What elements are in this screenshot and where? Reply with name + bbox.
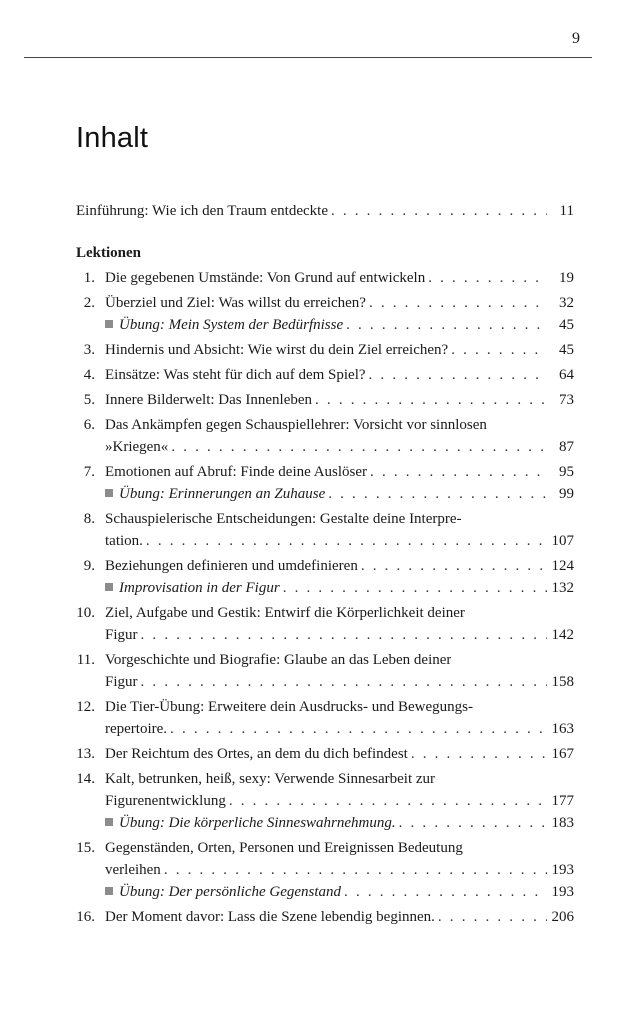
square-bullet-icon: [105, 583, 113, 591]
dot-leader: [369, 292, 547, 314]
toc-entry-line: [76, 292, 574, 314]
toc-entry[interactable]: [76, 602, 574, 646]
toc-entry-number: 13.: [76, 746, 95, 762]
toc-subentry-title-wrap: [105, 483, 325, 505]
dot-leader: [229, 790, 547, 812]
toc-entry-line: [76, 671, 574, 693]
toc-entry-title: Kalt, betrunken, heiß, sexy: Verwende Sinnesarbeit zur: [105, 771, 436, 787]
square-bullet-icon: [105, 887, 113, 895]
toc-subentry-title: Improvisation in der Figur: [119, 580, 280, 596]
toc-entry-line: [76, 790, 574, 812]
toc-subentry-title: Übung: Erinnerungen an Zuhause: [119, 486, 326, 502]
toc-entry-number: 3.: [83, 342, 95, 358]
toc-entry[interactable]: [76, 555, 574, 599]
toc-entry-title: Die Tier-Übung: Erweitere dein Ausdrucks- und Bewegungs-: [105, 699, 473, 715]
toc-entry-number: 8.: [83, 511, 95, 527]
toc-entry-line: [76, 649, 574, 671]
toc-entry[interactable]: [76, 414, 574, 458]
toc-subentry-page: 193: [551, 884, 574, 900]
toc-intro-text: Einführung: Wie ich den Traum entdeckte: [76, 203, 328, 219]
dot-leader: [283, 577, 547, 599]
toc-subentry-title-wrap: [105, 812, 396, 834]
toc-entry-title: repertoire.: [105, 721, 168, 737]
toc-entry-title: Beziehungen definieren und umdefinieren: [105, 558, 358, 574]
toc-entry-page: 167: [551, 746, 574, 762]
toc-entry-number: 7.: [83, 464, 95, 480]
toc-subentry-title: Übung: Der persönliche Gegenstand: [119, 884, 342, 900]
toc-entry-title: verleihen: [105, 862, 161, 878]
toc-entry[interactable]: [76, 267, 574, 289]
page-title: Inhalt: [76, 122, 149, 154]
toc-entry-number: 16.: [76, 909, 95, 925]
toc-entry[interactable]: [76, 389, 574, 411]
dot-leader: [328, 483, 547, 505]
toc-subentry-page: 99: [559, 486, 574, 502]
toc-entry-number: 4.: [83, 367, 95, 383]
toc-entry-page: 87: [559, 439, 574, 455]
toc-intro-page: 11: [559, 203, 574, 219]
toc-entry-title: Der Moment davor: Lass die Szene lebendig beginnen.: [105, 909, 435, 925]
toc-entry-title: tation.: [105, 533, 143, 549]
toc-subentry-title-wrap: [105, 577, 280, 599]
toc-entry-page: 73: [559, 392, 574, 408]
dot-leader: [428, 267, 547, 289]
toc-subentry[interactable]: [76, 881, 574, 903]
toc-entry-line: [76, 624, 574, 646]
toc-entry[interactable]: [76, 461, 574, 505]
toc-entry[interactable]: [76, 743, 574, 765]
toc-subentry-title-wrap: [105, 314, 343, 336]
dot-leader: [369, 364, 547, 386]
toc-subentry-title: Übung: Mein System der Bedürfnisse: [119, 317, 344, 333]
toc-subentry[interactable]: [76, 483, 574, 505]
dot-leader: [171, 436, 547, 458]
toc-entry-number: 2.: [83, 295, 95, 311]
toc-entry-number: 1.: [83, 270, 95, 286]
toc-entry-line: [76, 364, 574, 386]
toc-entry-title: Schauspielerische Entscheidungen: Gestalte deine Interpre-: [105, 511, 462, 527]
table-of-contents: [76, 200, 574, 928]
toc-entry-line: [76, 602, 574, 624]
dot-leader: [315, 389, 547, 411]
header-rule: [24, 57, 592, 58]
toc-entry[interactable]: [76, 696, 574, 740]
toc-entry-line: [76, 768, 574, 790]
toc-entry-title: Figur: [105, 674, 138, 690]
toc-entry-title: Innere Bilderwelt: Das Innenleben: [105, 392, 313, 408]
dot-leader: [141, 624, 547, 646]
toc-entry-number: 14.: [76, 771, 95, 787]
toc-subentry[interactable]: [76, 812, 574, 834]
toc-entry-page: 206: [551, 909, 574, 925]
toc-entry-line: [76, 837, 574, 859]
toc-subentry-page: 183: [551, 815, 574, 831]
dot-leader: [344, 881, 546, 903]
toc-entry-number: 11.: [76, 652, 95, 668]
toc-entry-title: Die gegebenen Umstände: Von Grund auf entwickeln: [105, 270, 426, 286]
toc-entries: [76, 267, 574, 928]
toc-subentry[interactable]: [76, 577, 574, 599]
toc-entry-line: [76, 436, 574, 458]
toc-entry[interactable]: [76, 768, 574, 834]
toc-entry-number: 12.: [76, 699, 95, 715]
dot-leader: [361, 555, 547, 577]
toc-subentry-title-wrap: [105, 881, 341, 903]
toc-entry-line: [76, 508, 574, 530]
toc-entry-number: 6.: [83, 417, 95, 433]
toc-entry-page: 64: [559, 367, 574, 383]
toc-entry-title: Gegenständen, Orten, Personen und Ereignissen Bedeutung: [105, 840, 463, 856]
dot-leader: [346, 314, 547, 336]
toc-entry-title: Das Ankämpfen gegen Schauspiellehrer: Vorsicht vor sinnlosen: [105, 417, 487, 433]
toc-entry-title: Figur: [105, 627, 138, 643]
square-bullet-icon: [105, 320, 113, 328]
toc-entry[interactable]: [76, 837, 574, 903]
toc-entry[interactable]: [76, 364, 574, 386]
toc-entry-line: [76, 461, 574, 483]
toc-entry-line: [76, 718, 574, 740]
section-heading: Lektionen: [76, 245, 142, 261]
toc-entry-line: [76, 859, 574, 881]
toc-entry-title: Figurenentwicklung: [105, 793, 226, 809]
square-bullet-icon: [105, 489, 113, 497]
toc-entry-line: [76, 267, 574, 289]
toc-entry[interactable]: [76, 906, 574, 928]
toc-entry-line: [76, 389, 574, 411]
toc-entry-line: [76, 530, 574, 552]
toc-entry[interactable]: [76, 508, 574, 552]
square-bullet-icon: [105, 818, 113, 826]
toc-entry-page: 163: [551, 721, 574, 737]
toc-entry-number: 15.: [76, 840, 95, 856]
dot-leader: [451, 339, 547, 361]
dot-leader: [164, 859, 547, 881]
toc-entry-page: 45: [559, 342, 574, 358]
toc-entry-title: Ziel, Aufgabe und Gestik: Entwirf die Körperlichkeit deiner: [105, 605, 465, 621]
page-number: 9: [572, 30, 580, 47]
toc-entry-title: Emotionen auf Abruf: Finde deine Auslöser: [105, 464, 368, 480]
toc-entry-title: Der Reichtum des Ortes, an dem du dich befindest: [105, 746, 408, 762]
toc-entry[interactable]: [76, 292, 574, 336]
toc-entry-title: Überziel und Ziel: Was willst du erreichen?: [105, 295, 366, 311]
toc-entry-line: [76, 743, 574, 765]
toc-entry-page: 95: [559, 464, 574, 480]
toc-entry[interactable]: [76, 339, 574, 361]
dot-leader: [170, 718, 546, 740]
toc-entry-title: Hindernis und Absicht: Wie wirst du dein Ziel erreichen?: [105, 342, 449, 358]
toc-entry-page: 107: [551, 533, 574, 549]
toc-entry-page: 124: [551, 558, 574, 574]
toc-entry-title: Vorgeschichte und Biografie: Glaube an das Leben deiner: [105, 652, 452, 668]
toc-entry-number: 9.: [83, 558, 95, 574]
toc-subentry[interactable]: [76, 314, 574, 336]
dot-leader: [370, 461, 547, 483]
toc-subentry-title: Übung: Die körperliche Sinneswahrnehmung.: [119, 815, 396, 831]
toc-subentry-page: 45: [559, 317, 574, 333]
toc-entry-line: [76, 555, 574, 577]
toc-subentry-page: 132: [551, 580, 574, 596]
toc-entry-number: 5.: [83, 392, 95, 408]
toc-entry-page: 193: [551, 862, 574, 878]
toc-entry-number: 10.: [76, 605, 95, 621]
dot-leader: [331, 200, 547, 222]
toc-entry-line: [76, 339, 574, 361]
toc-intro-entry[interactable]: [76, 200, 574, 222]
dot-leader: [411, 743, 547, 765]
dot-leader: [146, 530, 547, 552]
toc-entry-page: 19: [559, 270, 574, 286]
toc-entry-line: [76, 696, 574, 718]
toc-entry-page: 32: [559, 295, 574, 311]
toc-entry[interactable]: [76, 649, 574, 693]
dot-leader: [141, 671, 547, 693]
dot-leader: [438, 906, 547, 928]
toc-entry-page: 177: [551, 793, 574, 809]
toc-entry-title: Einsätze: Was steht für dich auf dem Spiel?: [105, 367, 366, 383]
toc-entry-line: [76, 414, 574, 436]
toc-entry-line: [76, 906, 574, 928]
toc-entry-page: 158: [551, 674, 574, 690]
toc-entry-page: 142: [551, 627, 574, 643]
dot-leader: [399, 812, 547, 834]
toc-entry-title: »Kriegen«: [105, 439, 169, 455]
